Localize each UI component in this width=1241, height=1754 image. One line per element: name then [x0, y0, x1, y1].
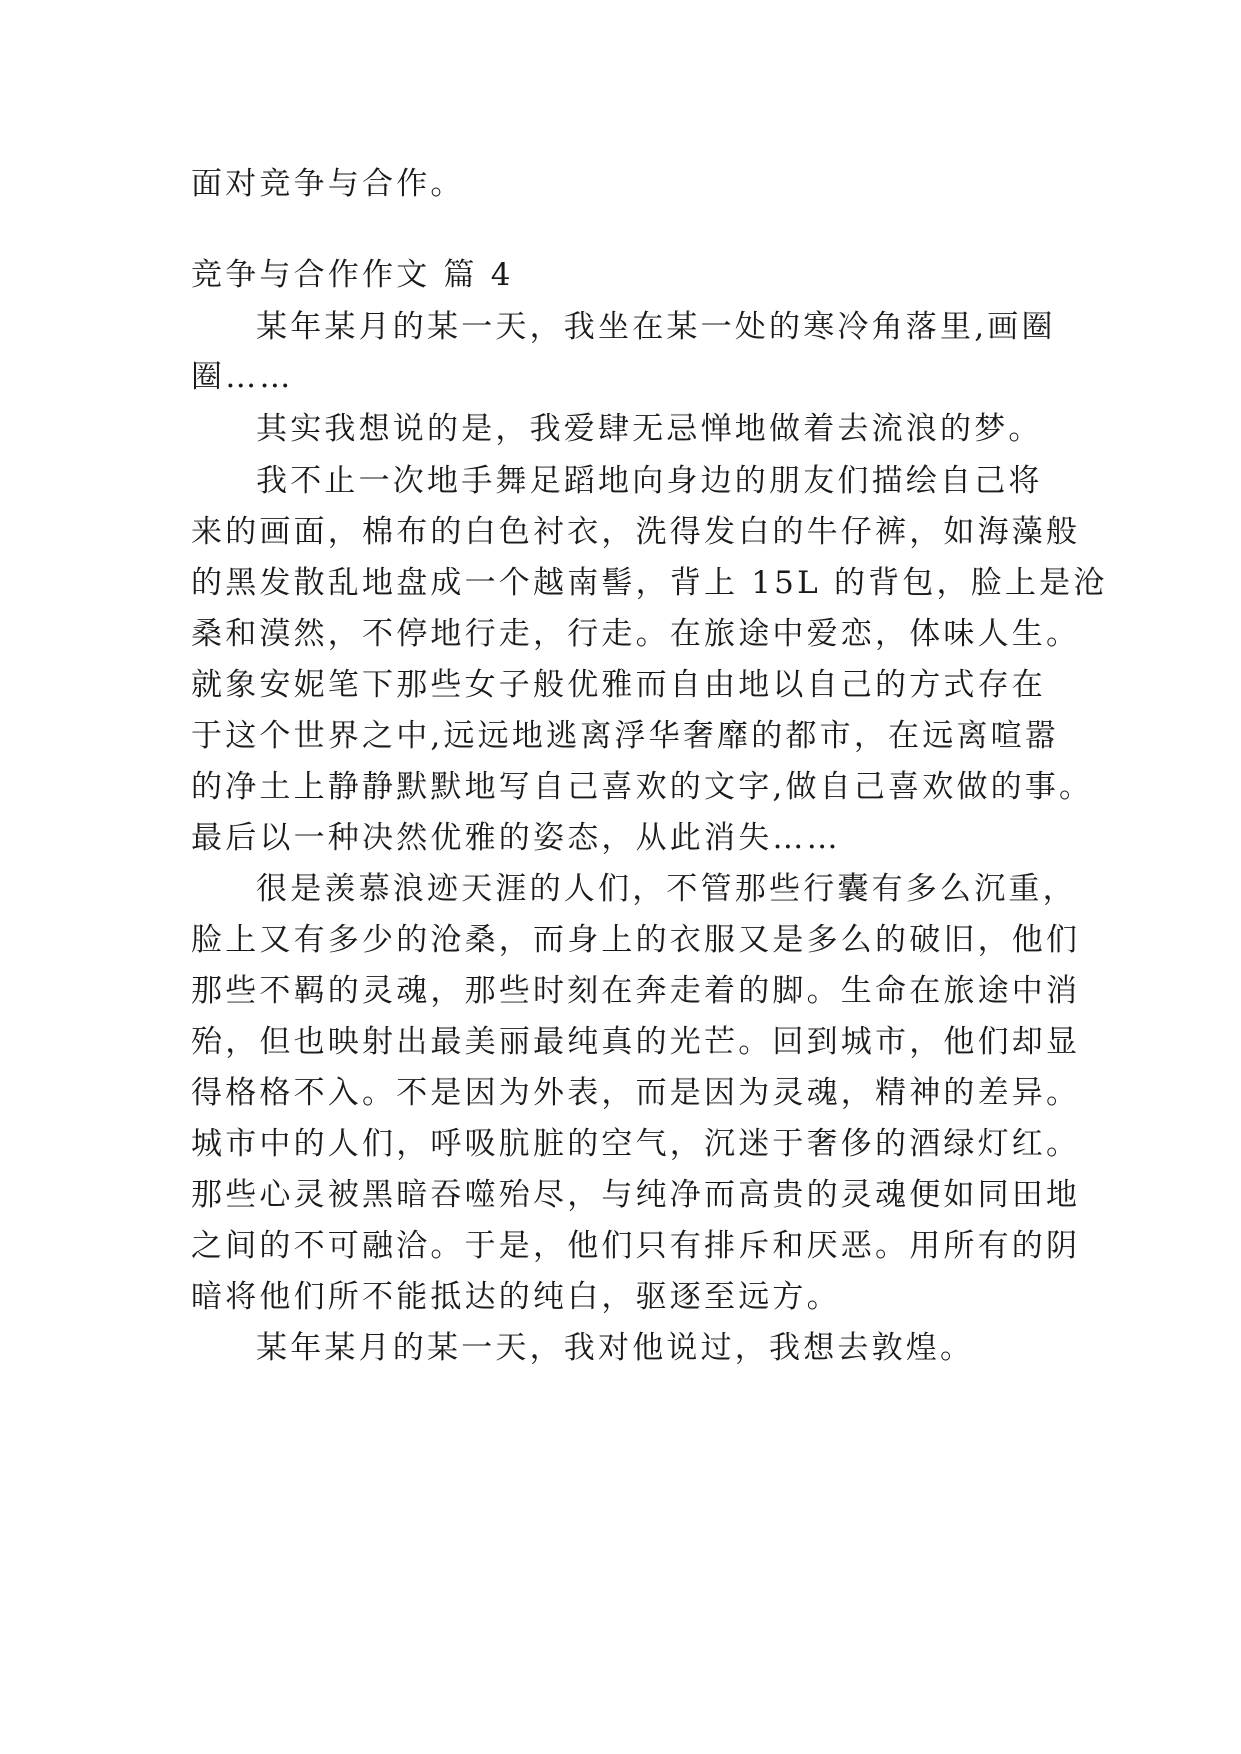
paragraph-line: 就象安妮笔下那些女子般优雅而自由地以自己的方式存在 [191, 667, 1046, 703]
paragraph-line: 某年某月的某一天，我坐在某一处的寒冷角落里,画圈 [256, 309, 1056, 345]
paragraph-line: 之间的不可融洽。于是，他们只有排斥和厌恶。用所有的阴 [191, 1228, 1081, 1264]
paragraph-line: 圈…… [191, 359, 294, 395]
paragraph-line: 最后以一种决然优雅的姿态，从此消失…… [191, 820, 841, 856]
paragraph-line: 来的画面，棉布的白色衬衣，洗得发白的牛仔裤，如海藻般 [191, 514, 1081, 550]
paragraph-line: 那些不羁的灵魂，那些时刻在奔走着的脚。生命在旅途中消 [191, 973, 1081, 1009]
paragraph-line: 于这个世界之中,远远地逃离浮华奢靡的都市，在远离喧嚣 [191, 718, 1060, 754]
paragraph-line: 脸上又有多少的沧桑，而身上的衣服又是多么的破旧，他们 [191, 922, 1081, 958]
paragraph-line: 得格格不入。不是因为外表，而是因为灵魂，精神的差异。 [191, 1075, 1081, 1111]
paragraph-line: 的黑发散乱地盘成一个越南髻，背上 15L 的背包，脸上是沧 [191, 565, 1108, 601]
paragraph-line: 暗将他们所不能抵达的纯白，驱逐至远方。 [191, 1279, 841, 1315]
paragraph-line: 面对竞争与合作。 [191, 166, 465, 202]
paragraph-line: 某年某月的某一天，我对他说过，我想去敦煌。 [256, 1330, 975, 1366]
paragraph-line: 那些心灵被黑暗吞噬殆尽，与纯净而高贵的灵魂便如同田地 [191, 1177, 1081, 1213]
paragraph-line: 殆，但也映射出最美丽最纯真的光芒。回到城市，他们却显 [191, 1024, 1081, 1060]
paragraph-line: 很是羡慕浪迹天涯的人们，不管那些行囊有多么沉重， [256, 871, 1077, 907]
paragraph-line: 我不止一次地手舞足蹈地向身边的朋友们描绘自己将 [256, 463, 1043, 499]
paragraph-line: 其实我想说的是，我爱肆无忌惮地做着去流浪的梦。 [256, 411, 1043, 447]
section-heading: 竞争与合作作文 篇 4 [191, 257, 514, 293]
paragraph-line: 桑和漠然，不停地行走，行走。在旅途中爱恋，体味人生。 [191, 616, 1081, 652]
paragraph-line: 城市中的人们，呼吸肮脏的空气，沉迷于奢侈的酒绿灯红。 [191, 1126, 1081, 1162]
paragraph-line: 的净土上静静默默地写自己喜欢的文字,做自己喜欢做的事。 [191, 769, 1094, 805]
